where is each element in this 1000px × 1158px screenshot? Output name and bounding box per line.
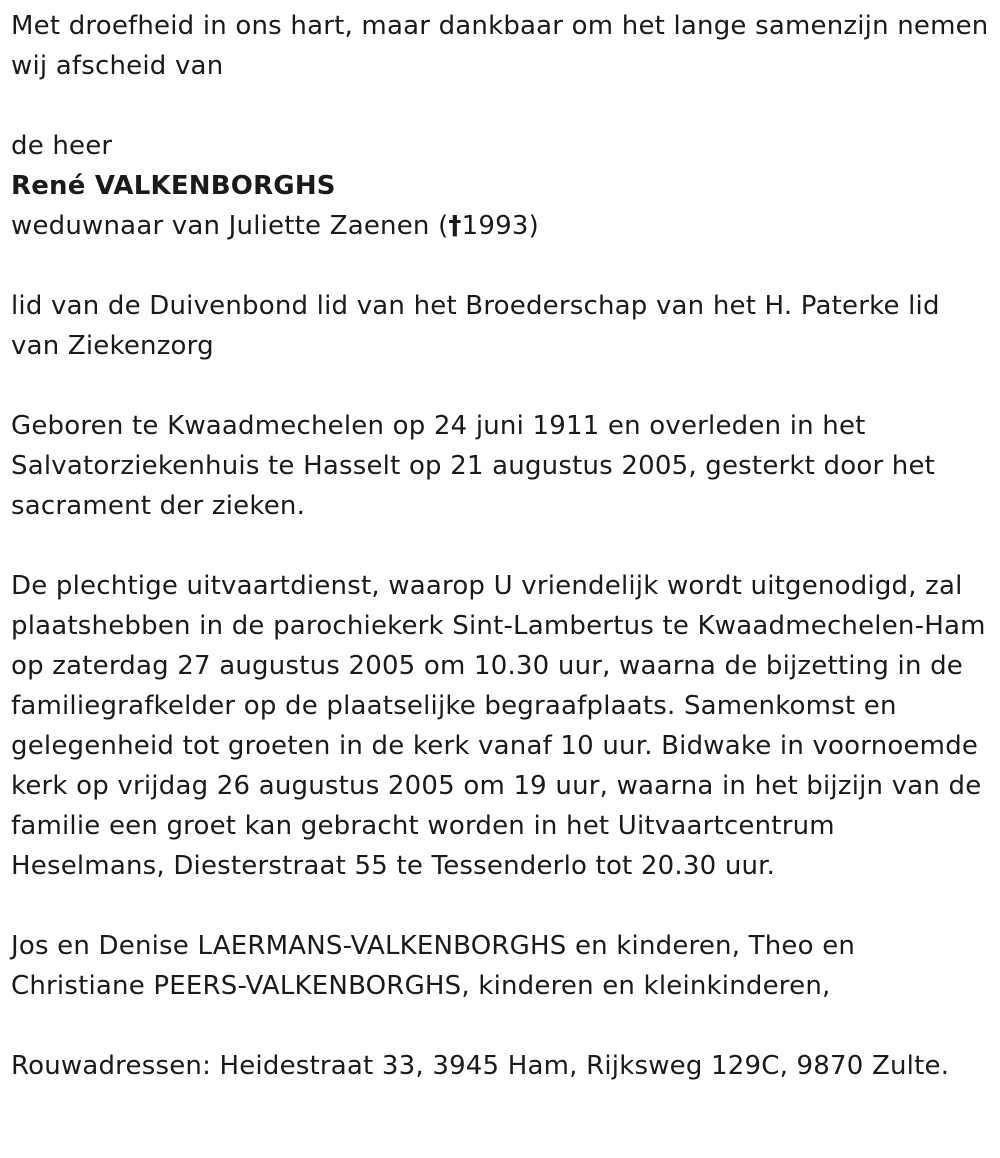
addresses-text: Rouwadressen: Heidestraat 33, 3945 Ham, Rijksweg 129C, 9870 Zulte. [11,1051,950,1081]
spacer [11,246,990,286]
widower-prefix: weduwnaar van Juliette Zaenen ( [11,211,449,241]
widower-year: 1993) [461,211,539,241]
spacer [11,886,990,926]
cross-icon: † [448,211,462,241]
spacer [11,86,990,126]
birth-death-text: Geboren te Kwaadmechelen op 24 juni 1911 en overleden in het Salvatorziekenhuis te Hasselt op 21 augustus 2005, gesterkt door het sacrament der zieken. [11,411,936,521]
family-text: Jos en Denise LAERMANS-VALKENBORGHS en kinderen, Theo en Christiane PEERS-VALKENBORGHS, kinderen en kleinkinderen, [11,931,856,1001]
spacer [11,1006,990,1046]
intro-text: Met droefheid in ons hart, maar dankbaar om het lange samenzijn nemen wij afscheid van [11,11,989,81]
salutation: de heer [11,131,113,161]
widower-line [11,206,990,246]
spacer [11,366,990,406]
deceased-name: René VALKENBORGHS [11,171,336,201]
funeral-text: De plechtige uitvaartdienst, waarop U vriendelijk wordt uitgenodigd, zal plaatshebben in de parochiekerk Sint-Lambertus te Kwaadmechelen-Ham op zaterdag 27 augustus 2005 om 10.30 uur, waarna de bijzetting in de familiegrafkelder op de plaatselijke begraafplaats. Samenkomst en gelegenheid tot groeten in de kerk vanaf 10 uur. Bidwake in voornoemde kerk op vrijdag 26 augustus 2005 om 19 uur, waarna in het bijzijn van de familie een groet kan gebracht worden in het Uitvaartcentrum Heselmans, Diesterstraat 55 te Tessenderlo tot 20.30 uur. [11,571,986,881]
memberships-text: lid van de Duivenbond lid van het Broederschap van het H. Paterke lid van Ziekenzorg [11,291,940,361]
spacer [11,526,990,566]
